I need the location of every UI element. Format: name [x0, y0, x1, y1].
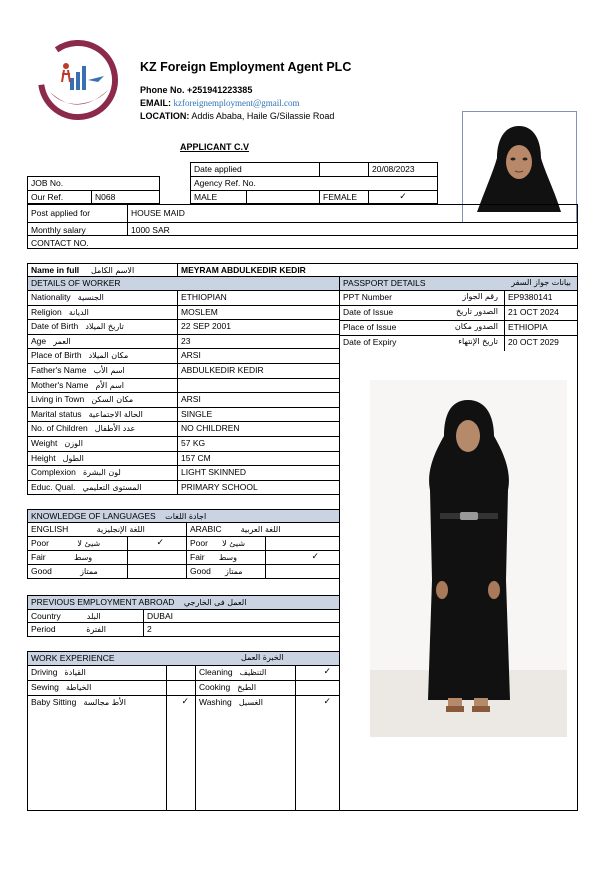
languages-header: KNOWLEDGE OF LANGUAGES اجادة اللغات [27, 509, 340, 523]
date-applied-spacer [319, 162, 369, 176]
passport-label: PPT Number رقم الجواز [339, 290, 505, 306]
detail-label: Weight الوزن [27, 436, 178, 452]
applicant-full-photo [370, 380, 567, 737]
detail-label: Nationality الجنسية [27, 290, 178, 306]
employment-header: PREVIOUS EMPLOYMENT ABROAD العمل فى الخارجي [27, 595, 340, 610]
company-phone: Phone No. +251941223385 [140, 85, 253, 95]
lang-level-en: Poor شيئ لا [27, 536, 128, 551]
lang-check-en [127, 564, 187, 579]
lang-check-en: ✓ [127, 536, 187, 551]
detail-label: Complexion لون البشرة [27, 465, 178, 481]
work-skill-left: Driving القيادة [27, 665, 167, 681]
passport-value: EP9380141 [504, 290, 578, 306]
passport-value: ETHIOPIA [504, 320, 578, 336]
work-skill-right: Cooking الطبخ [195, 680, 296, 696]
lang-check-en [127, 550, 187, 565]
english-label: ENGLISH اللغة الإنجليزية [27, 522, 187, 537]
post-value: HOUSE MAID [127, 204, 578, 223]
post-label: Post applied for [27, 204, 128, 223]
detail-value: PRIMARY SCHOOL [177, 480, 340, 496]
detail-value: MOSLEM [177, 305, 340, 321]
work-blank-3 [195, 695, 296, 811]
agency-ref-label: Agency Ref. No. [190, 176, 438, 190]
country-value: DUBAI [143, 609, 340, 623]
our-ref-label: Our Ref. [27, 190, 92, 204]
work-skill-right: Cleaning التنظيف [195, 665, 296, 681]
lang-check-ar: ✓ [265, 550, 340, 565]
work-skill-left: Sewing الخياطة [27, 680, 167, 696]
work-check-right: ✓ [295, 695, 340, 711]
work-skill-left: Baby Sitting الأط مجالسة [27, 695, 167, 711]
passport-label: Date of Expiry تاريخ الإنتهاء [339, 335, 505, 351]
lang-check-ar [265, 564, 340, 579]
work-skill-right: Washing الغسيل [195, 695, 296, 711]
work-check-right: ✓ [295, 665, 340, 681]
detail-value: LIGHT SKINNED [177, 465, 340, 481]
lang-check-ar [265, 536, 340, 551]
detail-value: 23 [177, 334, 340, 350]
detail-value: ARSI [177, 348, 340, 364]
detail-label: Living in Town مكان السكن [27, 392, 178, 408]
details-header: DETAILS OF WORKER [27, 276, 340, 291]
detail-label: Age العمر [27, 334, 178, 350]
detail-label: Educ. Qual. المستوى التعليمي [27, 480, 178, 496]
country-label: Country البلد [27, 609, 144, 623]
passport-header: PASSPORT DETAILS بيانات جواز السفر [339, 276, 578, 291]
company-name: KZ Foreign Employment Agent PLC [140, 60, 352, 74]
detail-label: Marital status الحالة الاجتماعية [27, 407, 178, 423]
work-blank-1 [27, 695, 167, 811]
detail-value: ETHIOPIAN [177, 290, 340, 306]
work-check-left: ✓ [166, 695, 196, 711]
lang-level-en: Good ممتاز [27, 564, 128, 579]
work-header: WORK EXPERIENCE الخبرة العمل [27, 651, 340, 666]
detail-label: No. of Children عدد الأطفال [27, 421, 178, 437]
lang-level-ar: Poor شيئ لا [186, 536, 266, 551]
detail-value: ARSI [177, 392, 340, 408]
company-email: EMAIL: kzforeignemployment@gmail.com [140, 98, 300, 108]
contact-label: CONTACT NO. [27, 235, 578, 249]
detail-label: Father's Name اسم الأب [27, 363, 178, 379]
work-blank-2 [166, 695, 196, 811]
salary-label: Monthly salary [27, 222, 128, 236]
work-check-left [166, 665, 196, 681]
our-ref-value: N068 [91, 190, 160, 204]
male-label: MALE [190, 190, 247, 204]
detail-label: Height الطول [27, 451, 178, 467]
period-label: Period الفترة [27, 622, 144, 637]
company-logo [38, 40, 118, 120]
lang-level-ar: Good ممتاز [186, 564, 266, 579]
detail-value [177, 378, 340, 394]
document-title: APPLICANT C.V [180, 142, 250, 152]
company-location: LOCATION: Addis Ababa, Haile G/Silassie Road [140, 111, 335, 121]
passport-label: Date of Issue الصدور تاريخ [339, 305, 505, 321]
detail-value: NO CHILDREN [177, 421, 340, 437]
name-label: Name in full الاسم الكامل [27, 263, 178, 277]
detail-value: 157 CM [177, 451, 340, 467]
salary-value: 1000 SAR [127, 222, 578, 236]
job-no-label: JOB No. [27, 176, 160, 190]
passport-value: 21 OCT 2024 [504, 305, 578, 321]
work-check-right [295, 680, 340, 696]
work-blank-4 [295, 695, 340, 811]
name-value: MEYRAM ABDULKEDIR KEDIR [177, 263, 578, 277]
detail-label: Date of Birth تاريخ الميلاد [27, 319, 178, 335]
passport-value: 20 OCT 2029 [504, 335, 578, 351]
work-check-left [166, 680, 196, 696]
male-check [246, 190, 320, 204]
date-applied-label: Date applied [190, 162, 320, 176]
detail-value: SINGLE [177, 407, 340, 423]
female-label: FEMALE [319, 190, 369, 204]
arabic-label: ARABIC اللغة العربية [186, 522, 340, 537]
female-check: ✓ [368, 190, 438, 204]
date-applied-value: 20/08/2023 [368, 162, 438, 176]
period-value: 2 [143, 622, 340, 637]
detail-value: 22 SEP 2001 [177, 319, 340, 335]
passport-label: Place of Issue الصدور مكان [339, 320, 505, 336]
detail-label: Religion الديانة [27, 305, 178, 321]
lang-level-en: Fair وسط [27, 550, 128, 565]
detail-label: Place of Birth مكان الميلاد [27, 348, 178, 364]
detail-value: ABDULKEDIR KEDIR [177, 363, 340, 379]
lang-level-ar: Fair وسط [186, 550, 266, 565]
detail-label: Mother's Name اسم الأم [27, 378, 178, 394]
detail-value: 57 KG [177, 436, 340, 452]
